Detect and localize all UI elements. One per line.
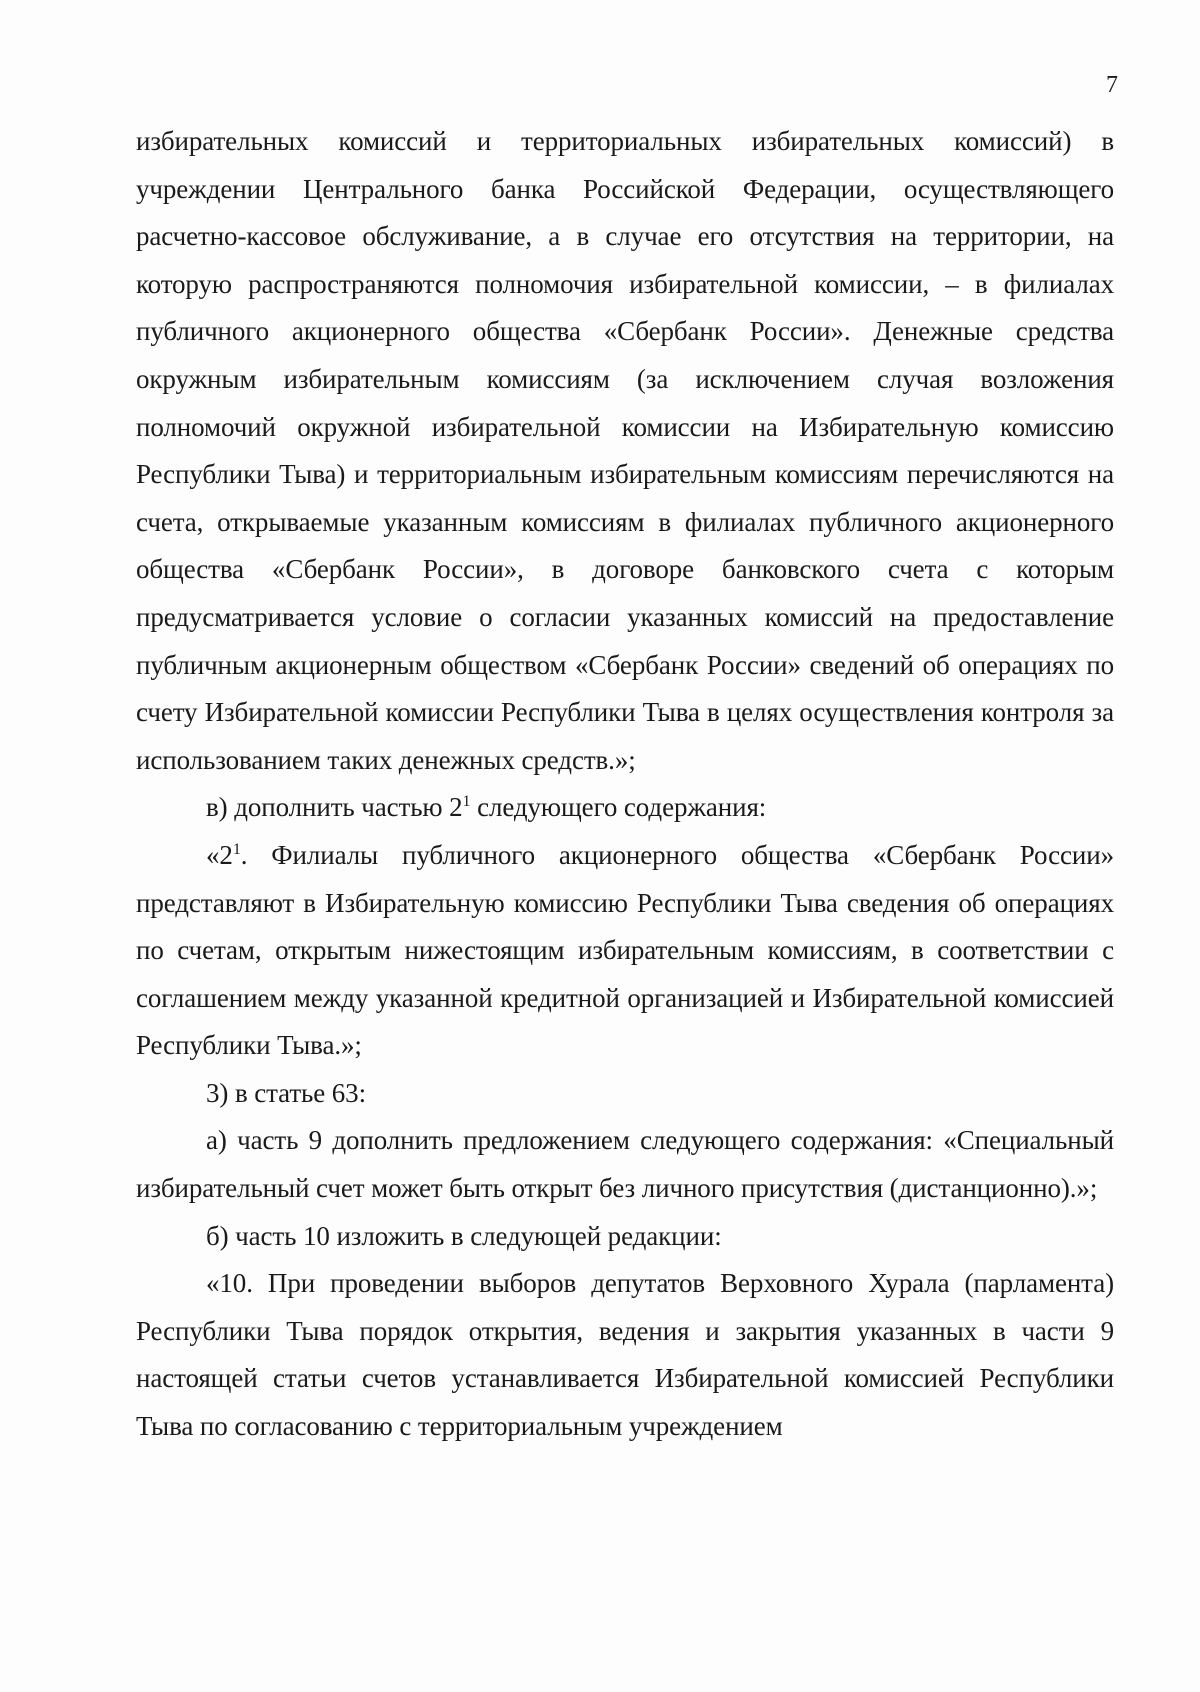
paragraph-2 xyxy=(136,784,1114,832)
paragraph-3-superscript: 1 xyxy=(232,840,241,858)
paragraph-4: 3) в статье 63: xyxy=(206,1077,366,1108)
paragraph-2-text-before: в) дополнить частью 2 xyxy=(206,792,463,823)
paragraph-1: избирательных комиссий и территориальных избирательных комиссий) в учреждении Центрального банка Российской Федерации, осуществляющего расчетно-кассовое обслуживание, а в случае его отсутствия на территории, на которую распространяются полномочия избирательной комиссии, – в филиалах публичного акционерного общества «Сбербанк России». Денежные средства окружным избирательным комиссиям (за исключением случая возложения полномочий окружной избирательной комиссии на Избирательную комиссию Республики Тыва) и территориальным избирательным комиссиям перечисляются на счета, открываемые указанным комиссиям в филиалах публичного акционерного общества «Сбербанк России», в договоре банковского счета с которым предусматривается условие о согласии указанных комиссий на предоставление публичным акционерным обществом «Сбербанк России» сведений об операциях по счету Избирательной комиссии Республики Тыва в целях осуществления контроля за использованием таких денежных средств.»; xyxy=(136,126,1114,775)
paragraph-7: «10. При проведении выборов депутатов Верховного Хурала (парламента) Республики Тыва порядок открытия, ведения и закрытия указанных в части 9 настоящей статьи счетов устанавливается Избирательной комиссией Республики Тыва по согласованию с территориальным учреждением xyxy=(136,1268,1114,1442)
paragraph-3-text-after: . Филиалы публичного акционерного общества «Сбербанк России» представляют в Избирательную комиссию Республики Тыва сведения об операциях по счетам, открытым нижестоящим избирательным комиссиям, в соответствии с соглашением между указанной кредитной организацией и Избирательной комиссией Республики Тыва.»; xyxy=(136,839,1114,1061)
paragraph-2-superscript: 1 xyxy=(462,793,471,811)
paragraph-3 xyxy=(136,832,1114,1070)
paragraph-3-text-before: «2 xyxy=(206,839,233,870)
paragraph-5: а) часть 9 дополнить предложением следующего содержания: «Специальный избирательный счет может быть открыт без личного присутствия (дистанционно).»; xyxy=(136,1125,1114,1204)
document-body xyxy=(136,118,1114,1451)
page-number: 7 xyxy=(1106,72,1118,98)
paragraph-6: б) часть 10 изложить в следующей редакции: xyxy=(206,1220,722,1251)
paragraph-2-text-after: следующего содержания: xyxy=(470,792,767,823)
